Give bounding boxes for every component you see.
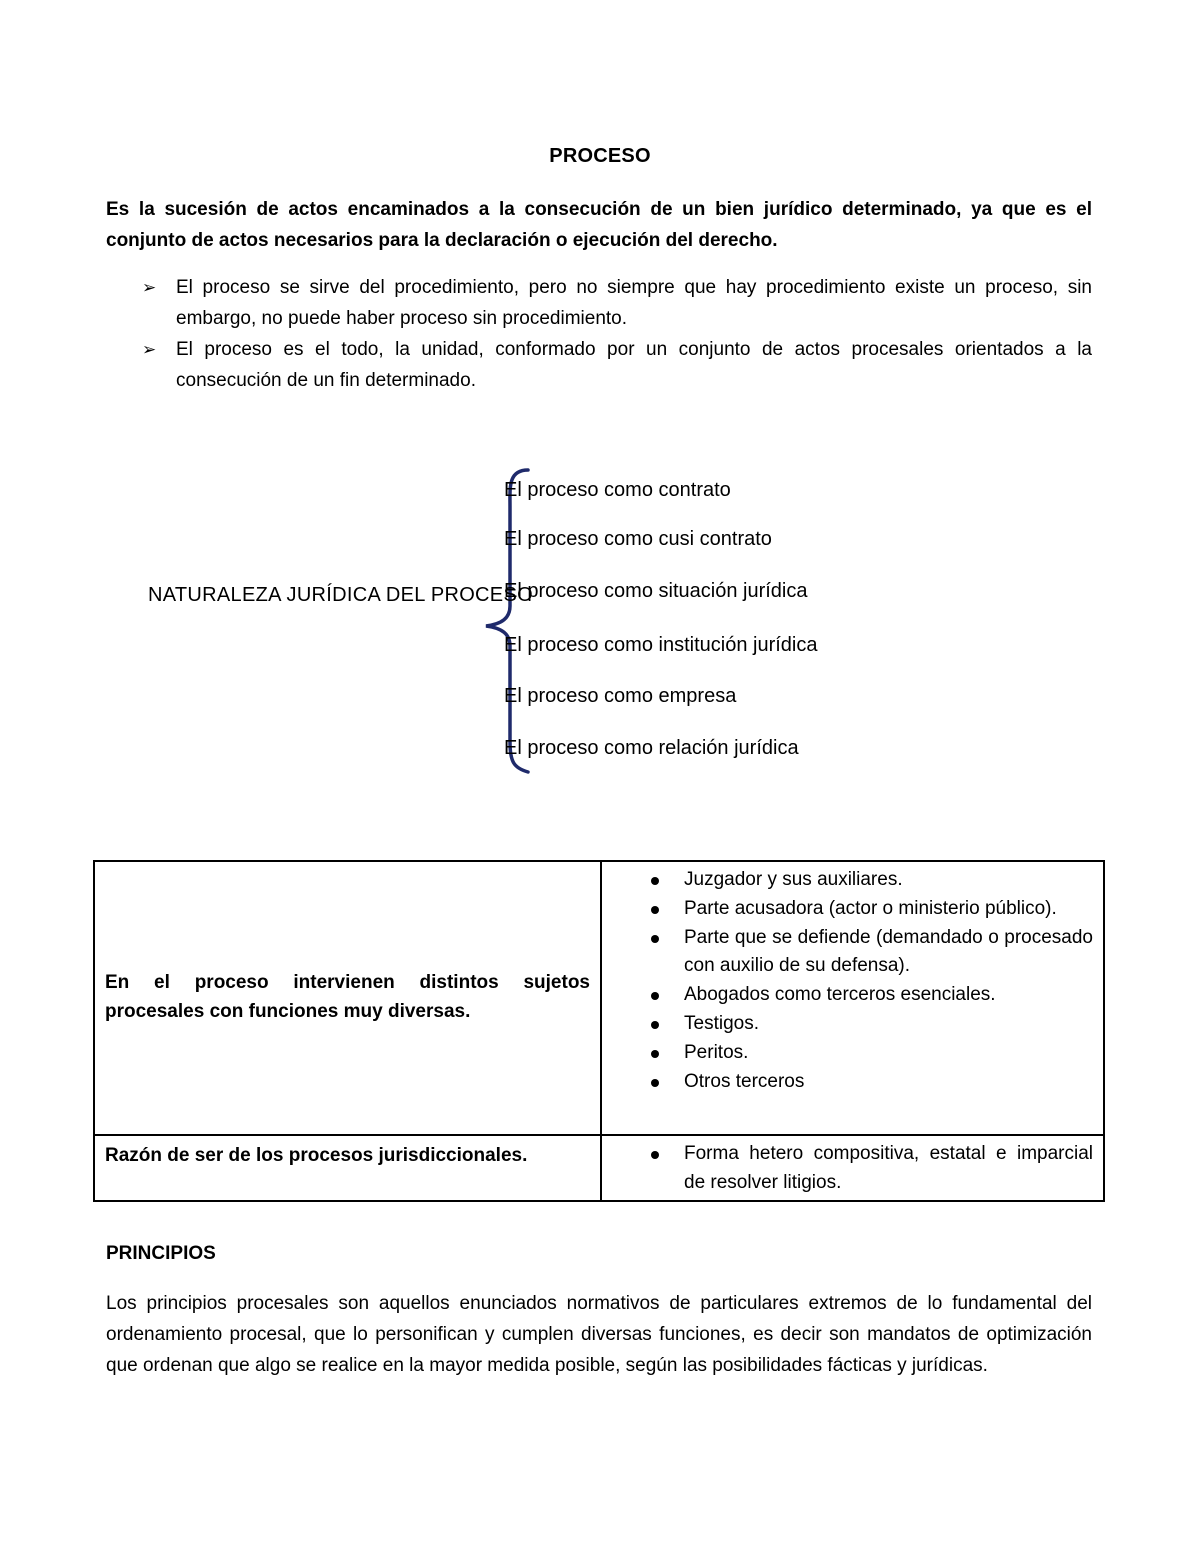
list-item xyxy=(612,981,1093,1010)
list-item-text: Parte que se defiende (demandado o procesado con auxilio de su defensa). xyxy=(684,926,1093,977)
list-item xyxy=(612,1010,1093,1039)
bullet-dot-icon xyxy=(651,935,659,943)
arrow-item-text: El proceso se sirve del procedimiento, pero no siempre que hay procedimiento existe un proceso, sin embargo, no puede haber proceso sin procedimiento. xyxy=(176,277,1092,329)
principios-paragraph: Los principios procesales son aquellos enunciados normativos de particulares extremos de lo fundamental del ordenamiento procesal, que lo personifican y cumplen diversas funciones, es decir son mandatos de optimización que ordenan que algo se realice en la mayor medida posible, según las posibilidades fácticas y jurídicas. xyxy=(106,1293,1092,1376)
table-cell-label: Razón de ser de los procesos jurisdiccionales. xyxy=(94,1135,601,1201)
bullet-dot-icon xyxy=(651,906,659,914)
table-cell-list xyxy=(601,861,1104,1135)
list-item xyxy=(612,1039,1093,1068)
table-row xyxy=(94,861,1104,1135)
page-title: PROCESO xyxy=(549,145,651,167)
list-item-text: Juzgador y sus auxiliares. xyxy=(684,869,903,890)
bullet-dot-icon xyxy=(651,1050,659,1058)
naturaleza-label: NATURALEZA JURÍDICA DEL PROCESO xyxy=(148,584,533,606)
bullet-dot-icon xyxy=(651,1021,659,1029)
sujetos-list xyxy=(612,866,1093,1096)
list-item-text: Forma hetero compositiva, estatal e imparcial de resolver litigios. xyxy=(684,1143,1093,1193)
bullet-dot-icon xyxy=(651,1151,659,1159)
list-item xyxy=(612,895,1093,924)
arrow-list xyxy=(106,272,1092,396)
list-item xyxy=(612,866,1093,895)
list-item-text: Peritos. xyxy=(684,1041,749,1063)
list-item-text: Testigos. xyxy=(684,1012,759,1034)
arrow-bullet-icon: ➢ xyxy=(142,278,157,297)
diagram-option: El proceso como situación jurídica xyxy=(504,580,808,602)
list-item-text: Otros terceros xyxy=(684,1070,805,1092)
principios-heading: PRINCIPIOS xyxy=(106,1243,216,1264)
arrow-bullet-icon: ➢ xyxy=(142,340,157,359)
bullet-dot-icon xyxy=(651,1079,659,1087)
table-cell-label: En el proceso intervienen distintos sujetos procesales con funciones muy diversas. xyxy=(94,861,601,1135)
bullet-dot-icon xyxy=(651,877,659,885)
naturaleza-diagram xyxy=(0,460,1200,780)
razon-list xyxy=(612,1140,1093,1198)
table-row xyxy=(94,1135,1104,1201)
diagram-option: El proceso como relación jurídica xyxy=(504,737,799,759)
list-item xyxy=(612,1140,1093,1198)
diagram-option: El proceso como cusi contrato xyxy=(504,528,772,550)
arrow-item-text: El proceso es el todo, la unidad, conformado por un conjunto de actos procesales orientados a la consecución de un fin determinado. xyxy=(176,339,1092,391)
sujetos-table xyxy=(93,860,1105,1202)
curly-brace-icon xyxy=(478,466,534,778)
list-item xyxy=(612,924,1093,982)
list-item-text: Parte acusadora (actor o ministerio público). xyxy=(684,897,1057,919)
diagram-option: El proceso como empresa xyxy=(504,685,737,707)
table-cell-list xyxy=(601,1135,1104,1201)
list-item-text: Abogados como terceros esenciales. xyxy=(684,984,996,1006)
arrow-list-item xyxy=(106,272,1092,334)
diagram-option: El proceso como contrato xyxy=(504,479,731,501)
arrow-list-item xyxy=(106,334,1092,396)
diagram-option: El proceso como institución jurídica xyxy=(504,634,818,656)
list-item xyxy=(612,1068,1093,1097)
bullet-dot-icon xyxy=(651,992,659,1000)
intro-paragraph: Es la sucesión de actos encaminados a la consecución de un bien jurídico determinado, ya que es el conjunto de actos necesarios para la declaración o ejecución del derecho. xyxy=(106,199,1092,251)
